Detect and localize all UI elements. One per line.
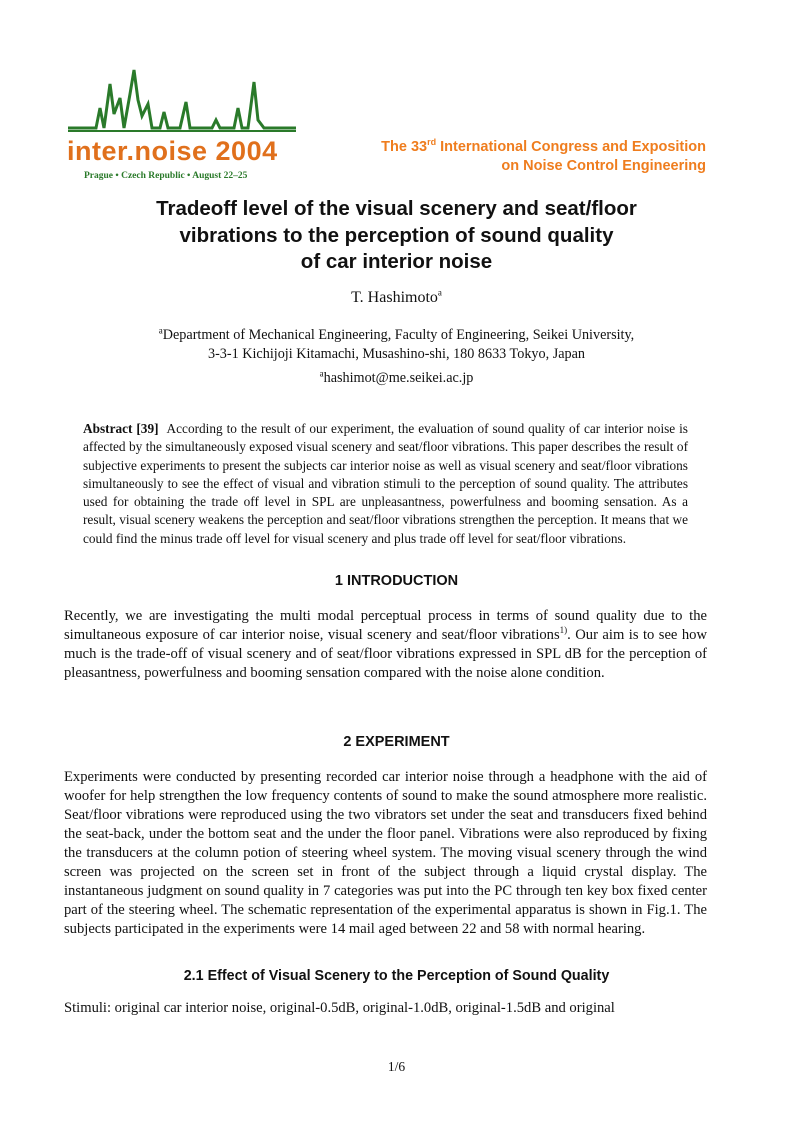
abstract-text: According to the result of our experiment, the evaluation of sound quality of car interior noise is affected by the simultaneously exposed visual scenery and seat/floor vibrations. This paper describes the result of subjective experiments to present the subjects car interior noise as well as visual scenery and seat/floor vibrations simultaneously to see the effect of visual and vibration stimuli to the perception of sound quality. The attributes used for obtaining the trade off level in SPL are unpleasantness, powerfulness and booming sensation. As a result, visual scenery weakens the perception and seat/floor vibrations strengthen the perception. It means that we could find the minus trade off level for visual scenery and plus trade off level for seat/floor vibrations.	[83, 421, 688, 546]
section-2-1-heading: 2.1 Effect of Visual Scenery to the Perception of Sound Quality	[183, 968, 610, 984]
section-2-text: Experiments were conducted by presenting recorded car interior noise through a headphone with the aid of woofer for help strengthen the low frequency contents of sound to make the sound atmosphere more realistic. Seat/floor vibrations were reproduced using the two vibrators set under the seat and transducers fixed behind the seat-back, under the bottom seat and the under the floor panel. Vibrations were also reproduced by fixing the transducers at the column potion of steering wheel system. The moving visual scenery through the wind screen was projected on the screen set in front of the subject through a liquid crystal display. The instantaneous judgment on sound quality in 7 categories was put into the PC through ten key box fixed center part of the steering wheel. The schematic representation of the experimental apparatus is shown in Fig.1. The subjects participated in the experiments were 14 mail aged between 22 and 58 with normal hearing.	[64, 769, 707, 937]
section-2-heading: 2 EXPERIMENT	[343, 734, 450, 750]
conference-logo	[64, 64, 300, 186]
logo-wordmark: inter.noise 2004	[67, 136, 278, 166]
abstract-label: Abstract [39]	[83, 421, 159, 436]
abstract	[83, 420, 688, 548]
congress-header	[381, 138, 706, 176]
section-1-heading: 1 INTRODUCTION	[334, 573, 459, 589]
paper-title: Tradeoff level of the visual scenery and seat/floor vibrations to the perception of sound quality of car interior noise	[156, 197, 637, 273]
section-1-text: Recently, we are investigating the multi modal perceptual process in terms of sound quality due to the simultaneous exposure of car interior noise, visual scenery and seat/floor vibrations$^{1)}$. Our aim is to see how much is the trade-off of visual scenery and of seat/floor vibrations expressed in SPL dB for the perception of pleasantness, powerfulness and booming sensation compared with the noise alone condition.	[64, 608, 707, 681]
section-2-1-text: Stimuli: original car interior noise, original-0.5dB, original-1.0dB, original-1.5dB and original	[64, 1000, 615, 1016]
logo-subline: Prague • Czech Republic • August 22–25	[84, 171, 248, 181]
waveform-graphic	[64, 64, 300, 186]
affiliation: $^a$Department of Mechanical Engineering, Faculty of Engineering, Seikei University, 3-3-1 Kichijoji Kitamachi, Musashino-shi, 180 8633 Tokyo, Japan	[158, 325, 635, 362]
author: T. Hashimoto$^a$	[351, 287, 442, 306]
congress-line-2: on Noise Control Engineering	[501, 158, 706, 174]
email: $^a$hashimot@me.seikei.ac.jp	[319, 368, 474, 386]
congress-line-1: The 33rd International Congress and Exposition	[381, 137, 706, 155]
page-number: 1/6	[387, 1059, 406, 1074]
